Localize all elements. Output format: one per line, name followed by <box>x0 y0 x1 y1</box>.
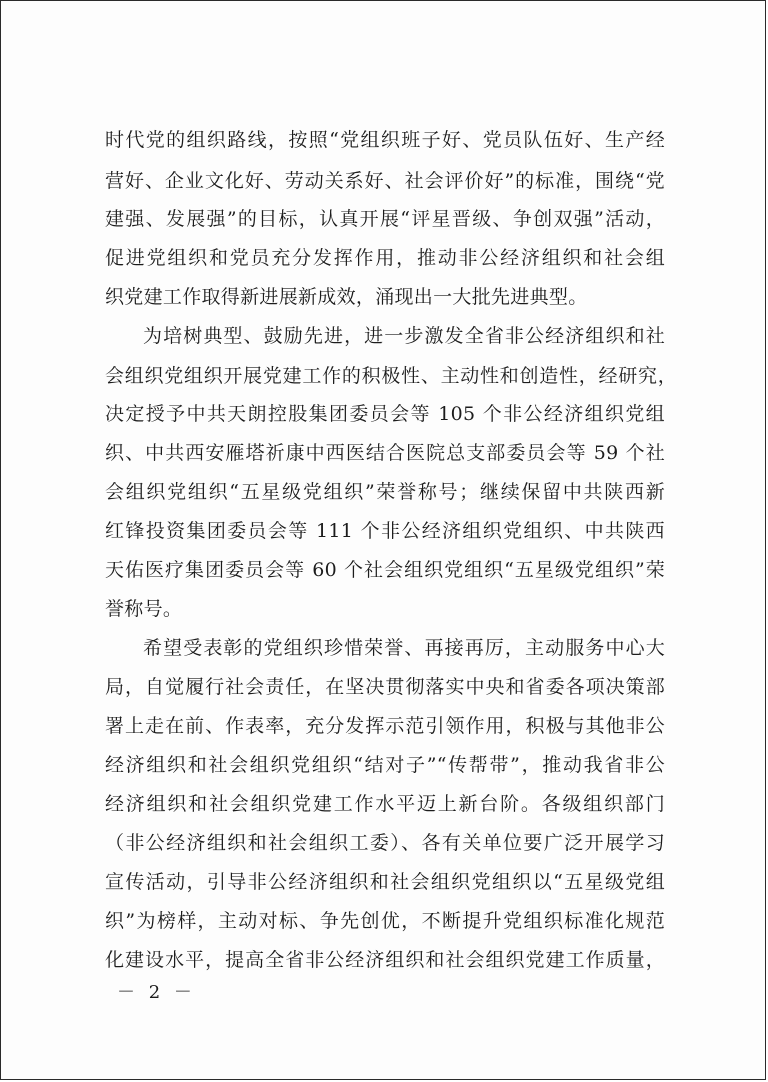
page-number: － 2 － <box>117 982 196 1003</box>
paragraph-first-line: 希望受表彰的党组织珍惜荣誉、再接再厉，主动服务中心大 <box>143 637 665 659</box>
paragraph-first-line: 为培树典型、鼓励先进，进一步激发全省非公经济组织和社 <box>143 325 665 347</box>
text-line: 促进党组织和党员充分发挥作用，推动非公经济组织和社会组 <box>105 247 665 269</box>
text-line: 会组织党组织“五星级党组织”荣誉称号；继续保留中共陕西新 <box>105 481 665 503</box>
text-line: 宣传活动，引导非公经济组织和社会组织党组织以“五星级党组 <box>105 871 665 893</box>
text-line: 局，自觉履行社会责任，在坚决贯彻落实中央和省委各项决策部 <box>105 676 665 698</box>
text-line: 织党建工作取得新进展新成效，涌现出一大批先进典型。 <box>105 286 588 308</box>
text-line: 时代党的组织路线，按照“党组织班子好、党员队伍好、生产经 <box>105 129 665 151</box>
text-line: 会组织党组织开展党建工作的积极性、主动性和创造性，经研究， <box>105 365 677 387</box>
text-line: 织”为榜样，主动对标、争先创优，不断提升党组织标准化规范 <box>105 910 665 932</box>
text-line: 经济组织和社会组织党组织“结对子”“传帮带”，推动我省非公 <box>105 754 665 776</box>
text-line: 决定授予中共天朗控股集团委员会等 105 个非公经济组织党组 <box>105 403 665 425</box>
text-line: 天佑医疗集团委员会等 60 个社会组织党组织“五星级党组织”荣 <box>105 559 665 581</box>
text-line: 署上走在前、作表率，充分发挥示范引领作用，积极与其他非公 <box>105 715 665 737</box>
text-line: 织、中共西安雁塔祈康中西医结合医院总支部委员会等 59 个社 <box>105 442 665 464</box>
text-line: 誉称号。 <box>105 598 183 620</box>
text-line: 建强、发展强”的目标，认真开展“评星晋级、争创双强”活动， <box>105 208 665 230</box>
text-line: 营好、企业文化好、劳动关系好、社会评价好”的标准，围绕“党 <box>105 170 665 192</box>
text-line: 经济组织和社会组织党建工作水平迈上新台阶。各级组织部门 <box>105 793 665 815</box>
text-line: 化建设水平，提高全省非公经济组织和社会组织党建工作质量， <box>105 949 665 971</box>
text-line: 红锋投资集团委员会等 111 个非公经济组织党组织、中共陕西 <box>105 520 665 542</box>
text-line: （非公经济组织和社会组织工委）、各有关单位要广泛开展学习 <box>105 832 665 854</box>
